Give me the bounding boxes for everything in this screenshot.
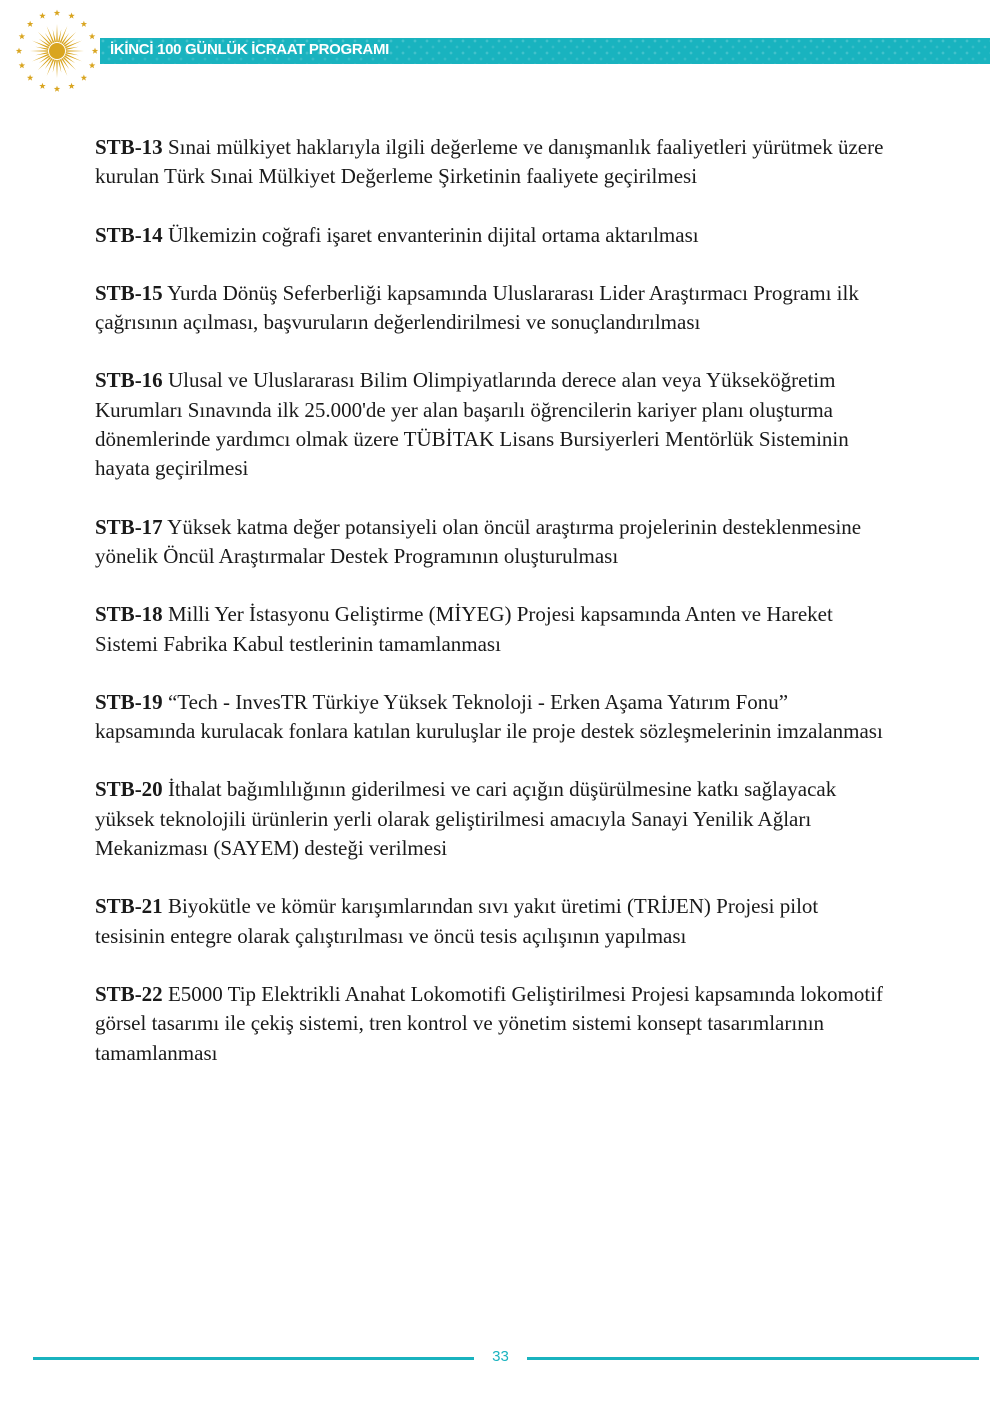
- item-text: Sınai mülkiyet haklarıyla ilgili değerleme ve danışmanlık faaliyetleri yürütmek üzere kurulan Türk Sınai Mülkiyet Değerleme Şirketinin faaliyete geçirilmesi: [95, 135, 884, 189]
- page-header: [0, 0, 1000, 100]
- item-text: Ülkemizin coğrafi işaret envanterinin dijital ortama aktarılması: [167, 222, 699, 247]
- item-text: “Tech - InvesTR Türkiye Yüksek Teknoloji - Erken Aşama Yatırım Fonu” kapsamında kurulacak fonlara katılan kuruluşlar ile proje destek sözleşmelerinin imzalanması: [95, 689, 883, 744]
- list-item: [95, 688, 885, 747]
- item-text: Biyokütle ve kömür karışımlarından sıvı yakıt üretimi (TRİJEN) Projesi pilot tesisinin entegre olarak çalıştırılması ve öncü tesis açılışının yapılması: [95, 894, 819, 948]
- item-text: E5000 Tip Elektrikli Anahat Lokomotifi Geliştirilmesi Projesi kapsamında lokomotif görsel tasarımı ile çekiş sistemi, tren kontrol ve yönetim sistemi konsept tasarımlarının tamamlanması: [95, 981, 884, 1065]
- item-text: Ulusal ve Uluslararası Bilim Olimpiyatlarında derece alan veya Yükseköğretim Kurumları Sınavında ilk 25.000'de yer alan başarılı öğrencilerin kariyer planı oluşturma dönemlerinde yardımcı olmak üzere TÜBİTAK Lisans Bursiyerleri Mentörlük Sisteminin hayata geçirilmesi: [95, 368, 849, 481]
- header-banner: [100, 38, 990, 64]
- page-number: 33: [492, 1348, 509, 1365]
- list-item: [95, 775, 885, 863]
- item-code: STB-18: [95, 602, 163, 627]
- list-item: [95, 892, 885, 951]
- page-footer: [0, 1340, 1000, 1380]
- presidential-sun-emblem-icon: [14, 8, 100, 94]
- item-code: STB-17: [95, 514, 163, 539]
- list-item: [95, 513, 885, 572]
- item-text: Milli Yer İstasyonu Geliştirme (MİYEG) Projesi kapsamında Anten ve Hareket Sistemi Fabrika Kabul testlerinin tamamlanması: [95, 602, 833, 656]
- item-text: Yüksek katma değer potansiyeli olan öncül araştırma projelerinin desteklenmesine yönelik Öncül Araştırmalar Destek Programının oluşturulması: [95, 514, 862, 568]
- document-body: [95, 133, 885, 1097]
- item-text: Yurda Dönüş Seferberliği kapsamında Uluslararası Lider Araştırmacı Programı ilk çağrısının açılması, başvuruların değerlendirilmesi ve sonuçlandırılması: [95, 280, 859, 335]
- footer-rule-left: [33, 1357, 474, 1360]
- item-code: STB-19: [95, 689, 163, 714]
- item-code: STB-16: [95, 368, 163, 393]
- item-text: İthalat bağımlılığının giderilmesi ve cari açığın düşürülmesine katkı sağlayacak yüksek teknolojili ürünlerin yerli olarak geliştirilmesi amacıyla Sanayi Yenilik Ağları Mekanizması (SAYEM) desteği verilmesi: [95, 777, 837, 861]
- item-code: STB-13: [95, 135, 163, 159]
- footer-rule-right: [527, 1357, 979, 1360]
- list-item: [95, 221, 885, 250]
- list-item: [95, 279, 885, 338]
- item-code: STB-20: [95, 777, 163, 802]
- list-item: [95, 600, 885, 659]
- item-code: STB-21: [95, 894, 163, 919]
- list-item: [95, 133, 885, 192]
- list-item: [95, 366, 885, 483]
- program-title: İKİNCİ 100 GÜNLÜK İCRAAT PROGRAMI: [110, 41, 390, 58]
- list-item: [95, 980, 885, 1068]
- item-code: STB-15: [95, 280, 163, 305]
- item-code: STB-22: [95, 981, 163, 1006]
- item-code: STB-14: [95, 222, 163, 247]
